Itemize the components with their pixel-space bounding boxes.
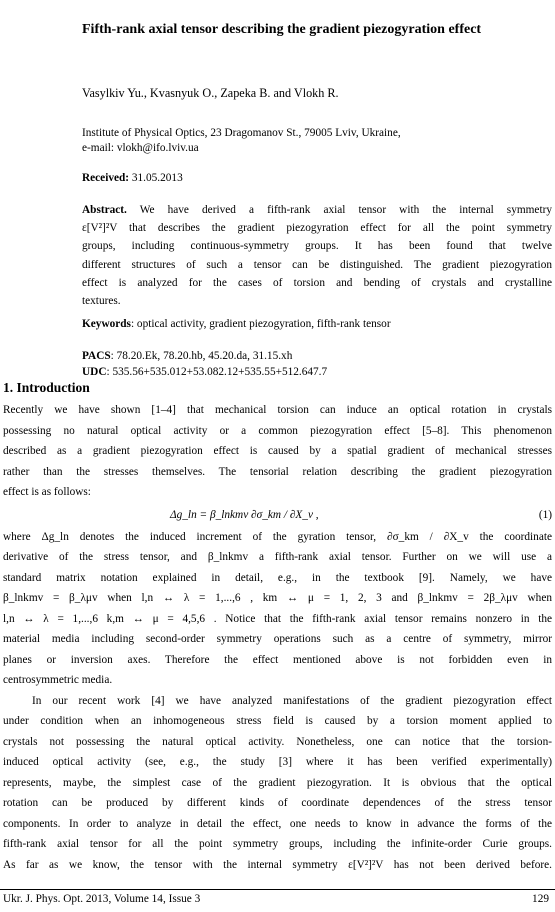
abstract-line: Abstract. We have derived a fifth-rank axial tensor with the internal symmetry	[82, 204, 552, 216]
received-date	[82, 172, 183, 184]
body-line: components. In order to analyze in detail the effect, one needs to know in advance the forms of the	[3, 817, 552, 830]
body-line: fifth-rank axial tensor for all the point symmetry groups, including the infinite-order Curie groups.	[3, 838, 552, 850]
received-label: Received:	[82, 172, 130, 184]
abstract-line: textures.	[82, 294, 121, 307]
abstract-line: different structures of such a tensor can be distinguished. The gradient piezogyration	[82, 258, 552, 271]
body-line: In our recent work [4] we have analyzed manifestations of the gradient piezogyration effect	[32, 694, 552, 707]
body-line: standard matrix notation explained in detail, e.g., in the textbook [9]. Namely, we have	[3, 571, 552, 584]
udc-codes: UDC: 535.56+535.012+53.082.12+535.55+512.647.7	[82, 366, 328, 378]
body-line: material media including second-order symmetry operations such as a centre of symmetry, mirror	[3, 633, 552, 645]
affiliation-email[interactable]: e-mail: vlokh@ifo.lviv.ua	[82, 142, 199, 154]
authors: Vasylkiv Yu., Kvasnyuk O., Zapeka B. and Vlokh R.	[82, 86, 339, 100]
body-line: represents, maybe, the simplest case of the gradient piezogyration. It is obvious that the optical	[3, 776, 552, 789]
page-number: 129	[532, 893, 549, 905]
body-line: centrosymmetric media.	[3, 674, 113, 686]
received-value: 31.05.2013	[131, 172, 183, 184]
body-line: induced optical activity (see, e.g., the study [3] where it has been verified experimentally)	[3, 756, 552, 768]
paper-title: Fifth-rank axial tensor describing the gradient piezogyration effect	[82, 22, 482, 37]
pacs-codes: PACS: 78.20.Ek, 78.20.hb, 45.20.da, 31.15.xh	[82, 350, 293, 362]
abstract-line: ε[V²]²V that describes the gradient piezogyration effect for all the point symmetry	[82, 222, 552, 235]
body-line: crystals not possessing the natural optical activity. Nonetheless, one can notice that the torsion-	[3, 735, 552, 748]
body-line: Recently we have shown [1–4] that mechanical torsion can induce an optical rotation in crystals	[3, 404, 552, 416]
body-line: rather than the stresses themselves. The tensorial relation describing the gradient piezogyration	[3, 465, 552, 478]
equation-1	[3, 503, 552, 527]
body-line: l,n ↔ λ = 1,...,6 k,m ↔ μ = 4,5,6 . Notice that the fifth-rank axial tensor remains nonzero in the	[3, 612, 552, 625]
body-line: under condition when an inhomogeneous stress field is caused by a torsion moment applied to	[3, 715, 552, 727]
equation-text: Δg_ln = β_lnkmv ∂σ_km / ∂X_v ,	[170, 508, 319, 521]
body-line: described as a gradient piezogyration effect is caused by a spatial gradient of mechanical stresses	[3, 445, 552, 457]
body-text	[3, 400, 552, 875]
affiliation-address: Institute of Physical Optics, 23 Dragomanov St., 79005 Lviv, Ukraine,	[82, 127, 401, 139]
keywords-label: Keywords	[82, 318, 131, 330]
equation-number: (1)	[538, 508, 552, 521]
abstract	[82, 201, 552, 310]
body-line: derivative of the stress tensor, and β_lnkmv a fifth-rank axial tensor. Further on we will use a	[3, 551, 552, 563]
section-heading: 1. Introduction	[3, 380, 90, 395]
abstract-line: groups, including continuous-symmetry groups. It has been found that twelve	[82, 240, 552, 253]
body-line: β_lnkmv = β_λμv when l,n ↔ λ = 1,...,6 , km ↔ μ = 1, 2, 3 and β_lnkmv = 2β_λμv when	[3, 592, 552, 604]
body-line: As far as we know, the tensor with the internal symmetry ε[V²]²V has not been derived before.	[3, 858, 552, 871]
body-line: possessing no natural optical activity or a common piezogyration effect [5–8]. This phenomenon	[3, 424, 552, 437]
keywords-text: : optical activity, gradient piezogyration, fifth-rank tensor	[130, 318, 391, 330]
footer-divider	[0, 889, 555, 890]
body-line: planes or inversion axes. Therefore the effect mentioned above is not forbidden even in	[3, 653, 552, 666]
abstract-line: effect is analyzed for the cases of torsion and bending of crystals and crystalline	[82, 276, 552, 289]
body-line: where Δg_ln denotes the induced increment of the gyration tensor, ∂σ_km / ∂X_v the coordinate	[3, 530, 552, 543]
body-line: effect is as follows:	[3, 486, 91, 498]
keywords	[82, 318, 391, 330]
affiliation	[82, 126, 542, 156]
journal-citation: Ukr. J. Phys. Opt. 2013, Volume 14, Issue 3	[3, 893, 201, 905]
abstract-label: Abstract.	[82, 204, 127, 216]
body-line: rotation can be produced by different kinds of coordinate dependences of the stress tensor	[3, 797, 552, 809]
classification-codes	[82, 348, 327, 380]
